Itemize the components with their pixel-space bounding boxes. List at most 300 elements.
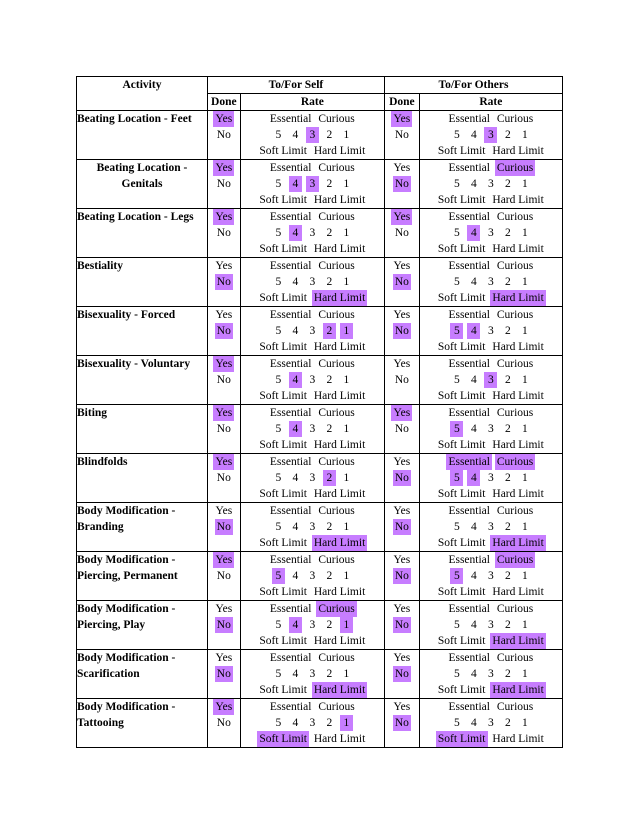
hard-limit-option: Hard Limit — [492, 684, 544, 696]
rating-3: 3 — [487, 717, 494, 729]
rating-5: 5 — [272, 568, 285, 584]
rating-1: 1 — [343, 276, 350, 288]
yes-option: Yes — [393, 603, 411, 615]
soft-limit-option: Soft Limit — [259, 390, 307, 402]
activity-name: Body Modification - Branding — [77, 503, 208, 552]
rating-2: 2 — [326, 570, 333, 582]
activity-name: Blindfolds — [77, 454, 208, 503]
rating-2: 2 — [326, 178, 333, 190]
hard-limit-option: Hard Limit — [492, 586, 544, 598]
rating-3: 3 — [309, 423, 316, 435]
rating-4: 4 — [470, 668, 477, 680]
self-done-cell — [207, 307, 240, 356]
table-row — [77, 601, 563, 650]
activity-name: Beating Location - Legs — [77, 209, 208, 258]
no-option: No — [216, 423, 231, 435]
rating-2: 2 — [323, 323, 336, 339]
soft-limit-option: Soft Limit — [437, 635, 486, 647]
rating-3: 3 — [487, 178, 494, 190]
essential-option: Essential — [448, 162, 490, 174]
rating-5: 5 — [453, 129, 460, 141]
curious-option: Curious — [318, 162, 355, 174]
self-rate-cell — [240, 307, 384, 356]
rating-4: 4 — [289, 176, 302, 192]
no-option: No — [394, 717, 409, 729]
soft-limit-option: Soft Limit — [259, 635, 307, 647]
rating-3: 3 — [487, 276, 494, 288]
essential-option: Essential — [269, 505, 312, 517]
others-done-cell — [384, 405, 419, 454]
rating-5: 5 — [450, 323, 463, 339]
rating-3: 3 — [309, 325, 316, 337]
self-done-cell — [207, 405, 240, 454]
rating-2: 2 — [323, 470, 336, 486]
hard-limit-option: Hard Limit — [313, 292, 366, 304]
others-done-cell — [384, 699, 419, 748]
soft-limit-option: Soft Limit — [437, 586, 486, 598]
essential-option: Essential — [448, 603, 490, 615]
rating-2: 2 — [504, 325, 511, 337]
table-row — [77, 503, 563, 552]
soft-limit-option: Soft Limit — [259, 292, 307, 304]
no-option: No — [216, 227, 231, 239]
self-rate-cell — [240, 209, 384, 258]
no-option: No — [216, 374, 231, 386]
yes-option: Yes — [215, 652, 233, 664]
activity-table — [76, 76, 563, 748]
rating-5: 5 — [453, 717, 460, 729]
rating-1: 1 — [343, 521, 350, 533]
curious-option: Curious — [496, 113, 534, 125]
hard-limit-option: Hard Limit — [313, 635, 366, 647]
table-row — [77, 160, 563, 209]
others-done-cell — [384, 307, 419, 356]
table-row — [77, 209, 563, 258]
essential-option: Essential — [269, 652, 312, 664]
essential-option: Essential — [448, 652, 490, 664]
hard-limit-option: Hard Limit — [313, 390, 366, 402]
rating-1: 1 — [343, 129, 350, 141]
no-option: No — [216, 472, 231, 484]
rating-3: 3 — [487, 472, 494, 484]
self-rate-cell — [240, 601, 384, 650]
rating-1: 1 — [343, 227, 350, 239]
self-rate-cell — [240, 552, 384, 601]
curious-option: Curious — [318, 456, 355, 468]
essential-option: Essential — [269, 456, 312, 468]
rating-1: 1 — [343, 570, 350, 582]
others-done-header: Done — [384, 94, 419, 111]
rating-2: 2 — [326, 423, 333, 435]
soft-limit-option: Soft Limit — [437, 733, 486, 745]
rating-1: 1 — [521, 570, 528, 582]
rating-4: 4 — [292, 472, 299, 484]
rating-4: 4 — [292, 717, 299, 729]
soft-limit-option: Soft Limit — [259, 341, 307, 353]
curious-option: Curious — [496, 358, 534, 370]
others-rate-cell — [419, 111, 562, 160]
essential-option: Essential — [269, 113, 312, 125]
hard-limit-option: Hard Limit — [492, 635, 544, 647]
rating-1: 1 — [521, 227, 528, 239]
rating-5: 5 — [275, 374, 282, 386]
rating-4: 4 — [292, 276, 299, 288]
curious-option: Curious — [318, 407, 355, 419]
soft-limit-option: Soft Limit — [437, 243, 486, 255]
soft-limit-option: Soft Limit — [259, 145, 307, 157]
activity-name: Body Modification - Piercing, Play — [77, 601, 208, 650]
yes-option: Yes — [393, 456, 411, 468]
yes-option: Yes — [393, 652, 411, 664]
hard-limit-option: Hard Limit — [313, 586, 366, 598]
rating-5: 5 — [275, 325, 282, 337]
essential-option: Essential — [448, 113, 490, 125]
self-header: To/For Self — [207, 77, 384, 94]
rating-2: 2 — [504, 472, 511, 484]
rating-1: 1 — [521, 325, 528, 337]
hard-limit-option: Hard Limit — [492, 439, 544, 451]
hard-limit-option: Hard Limit — [492, 145, 544, 157]
essential-option: Essential — [269, 162, 312, 174]
others-done-cell — [384, 650, 419, 699]
rating-3: 3 — [309, 668, 316, 680]
rating-3: 3 — [309, 717, 316, 729]
rating-1: 1 — [521, 276, 528, 288]
soft-limit-option: Soft Limit — [259, 733, 307, 745]
hard-limit-option: Hard Limit — [492, 488, 544, 500]
rating-5: 5 — [453, 668, 460, 680]
curious-option: Curious — [318, 701, 355, 713]
rating-3: 3 — [484, 127, 497, 143]
yes-option: Yes — [393, 309, 411, 321]
soft-limit-option: Soft Limit — [437, 390, 486, 402]
rating-3: 3 — [309, 570, 316, 582]
activity-name: Body Modification - Scarification — [77, 650, 208, 699]
essential-option: Essential — [269, 309, 312, 321]
table-row — [77, 356, 563, 405]
table-row — [77, 454, 563, 503]
hard-limit-option: Hard Limit — [313, 733, 366, 745]
others-rate-cell — [419, 601, 562, 650]
self-rate-cell — [240, 454, 384, 503]
others-rate-cell — [419, 307, 562, 356]
rating-2: 2 — [326, 619, 333, 631]
yes-option: Yes — [393, 505, 411, 517]
essential-option: Essential — [269, 554, 312, 566]
essential-option: Essential — [448, 505, 490, 517]
rating-1: 1 — [343, 472, 350, 484]
essential-option: Essential — [269, 358, 312, 370]
rating-3: 3 — [487, 521, 494, 533]
rating-4: 4 — [292, 521, 299, 533]
table-row — [77, 650, 563, 699]
rating-5: 5 — [275, 717, 282, 729]
essential-option: Essential — [269, 603, 312, 615]
self-done-cell — [207, 160, 240, 209]
table-row — [77, 405, 563, 454]
curious-option: Curious — [318, 652, 355, 664]
rating-3: 3 — [487, 570, 494, 582]
others-done-cell — [384, 503, 419, 552]
rating-1: 1 — [521, 717, 528, 729]
self-done-header: Done — [207, 94, 240, 111]
rating-2: 2 — [326, 521, 333, 533]
hard-limit-option: Hard Limit — [492, 390, 544, 402]
yes-option: Yes — [215, 701, 233, 713]
rating-2: 2 — [326, 374, 333, 386]
others-done-cell — [384, 356, 419, 405]
rating-2: 2 — [504, 570, 511, 582]
others-rate-cell — [419, 405, 562, 454]
rating-5: 5 — [275, 276, 282, 288]
rating-2: 2 — [326, 717, 333, 729]
essential-option: Essential — [269, 211, 312, 223]
rating-4: 4 — [289, 617, 302, 633]
no-option: No — [394, 619, 409, 631]
hard-limit-option: Hard Limit — [313, 537, 366, 549]
hard-limit-option: Hard Limit — [492, 537, 544, 549]
curious-option: Curious — [318, 505, 355, 517]
no-option: No — [216, 717, 231, 729]
rating-1: 1 — [343, 178, 350, 190]
yes-option: Yes — [393, 554, 411, 566]
rating-3: 3 — [309, 227, 316, 239]
curious-option: Curious — [496, 309, 534, 321]
essential-option: Essential — [269, 701, 312, 713]
rating-4: 4 — [470, 129, 477, 141]
rating-4: 4 — [467, 470, 480, 486]
rating-5: 5 — [453, 178, 460, 190]
no-option: No — [394, 129, 409, 141]
hard-limit-option: Hard Limit — [492, 733, 544, 745]
self-done-cell — [207, 601, 240, 650]
curious-option: Curious — [496, 162, 534, 174]
rating-2: 2 — [326, 668, 333, 680]
yes-option: Yes — [215, 554, 233, 566]
rating-2: 2 — [504, 276, 511, 288]
others-rate-cell — [419, 503, 562, 552]
others-rate-cell — [419, 356, 562, 405]
rating-1: 1 — [521, 521, 528, 533]
soft-limit-option: Soft Limit — [259, 684, 307, 696]
yes-option: Yes — [215, 358, 233, 370]
rating-4: 4 — [470, 374, 477, 386]
soft-limit-option: Soft Limit — [259, 439, 307, 451]
rating-2: 2 — [326, 227, 333, 239]
rating-1: 1 — [343, 374, 350, 386]
no-option: No — [216, 178, 231, 190]
rating-5: 5 — [453, 227, 460, 239]
no-option: No — [394, 178, 409, 190]
self-rate-cell — [240, 160, 384, 209]
rating-5: 5 — [453, 521, 460, 533]
rating-1: 1 — [521, 619, 528, 631]
activity-name: Bisexuality - Voluntary — [77, 356, 208, 405]
essential-option: Essential — [448, 701, 490, 713]
self-done-cell — [207, 454, 240, 503]
essential-option: Essential — [448, 456, 490, 468]
others-rate-cell — [419, 699, 562, 748]
others-done-cell — [384, 552, 419, 601]
rating-3: 3 — [309, 521, 316, 533]
soft-limit-option: Soft Limit — [437, 488, 486, 500]
curious-option: Curious — [318, 358, 355, 370]
rating-3: 3 — [487, 668, 494, 680]
rating-2: 2 — [504, 619, 511, 631]
rating-2: 2 — [326, 276, 333, 288]
self-rate-header: Rate — [240, 94, 384, 111]
activity-header: Activity — [77, 77, 208, 111]
curious-option: Curious — [318, 211, 355, 223]
soft-limit-option: Soft Limit — [437, 684, 486, 696]
rating-5: 5 — [450, 568, 463, 584]
rating-3: 3 — [484, 372, 497, 388]
rating-2: 2 — [504, 129, 511, 141]
others-done-cell — [384, 111, 419, 160]
rating-3: 3 — [309, 472, 316, 484]
activity-name: Body Modification - Tattooing — [77, 699, 208, 748]
activity-name: Body Modification - Piercing, Permanent — [77, 552, 208, 601]
curious-option: Curious — [318, 113, 355, 125]
rating-2: 2 — [504, 668, 511, 680]
self-done-cell — [207, 209, 240, 258]
rating-2: 2 — [504, 521, 511, 533]
yes-option: Yes — [215, 309, 233, 321]
yes-option: Yes — [215, 407, 233, 419]
essential-option: Essential — [448, 358, 490, 370]
self-done-cell — [207, 503, 240, 552]
self-done-cell — [207, 650, 240, 699]
rating-1: 1 — [521, 472, 528, 484]
self-done-cell — [207, 258, 240, 307]
self-rate-cell — [240, 503, 384, 552]
rating-5: 5 — [275, 178, 282, 190]
curious-option: Curious — [496, 407, 534, 419]
curious-option: Curious — [318, 603, 355, 615]
rating-5: 5 — [275, 521, 282, 533]
rating-4: 4 — [470, 276, 477, 288]
curious-option: Curious — [318, 260, 355, 272]
table-row — [77, 552, 563, 601]
others-done-cell — [384, 209, 419, 258]
soft-limit-option: Soft Limit — [437, 292, 486, 304]
soft-limit-option: Soft Limit — [437, 439, 486, 451]
curious-option: Curious — [496, 260, 534, 272]
yes-option: Yes — [215, 211, 233, 223]
self-rate-cell — [240, 650, 384, 699]
soft-limit-option: Soft Limit — [437, 194, 486, 206]
activity-name: Bisexuality - Forced — [77, 307, 208, 356]
curious-option: Curious — [496, 211, 534, 223]
hard-limit-option: Hard Limit — [313, 488, 366, 500]
no-option: No — [216, 668, 231, 680]
yes-option: Yes — [393, 162, 411, 174]
curious-option: Curious — [496, 701, 534, 713]
table-row — [77, 307, 563, 356]
table-row — [77, 258, 563, 307]
rating-1: 1 — [340, 323, 353, 339]
self-rate-cell — [240, 258, 384, 307]
essential-option: Essential — [269, 407, 312, 419]
hard-limit-option: Hard Limit — [492, 194, 544, 206]
rating-5: 5 — [450, 421, 463, 437]
yes-option: Yes — [393, 701, 411, 713]
others-rate-cell — [419, 160, 562, 209]
rating-1: 1 — [343, 668, 350, 680]
others-rate-cell — [419, 258, 562, 307]
rating-5: 5 — [453, 374, 460, 386]
rating-3: 3 — [309, 619, 316, 631]
hard-limit-option: Hard Limit — [313, 243, 366, 255]
rating-4: 4 — [470, 423, 477, 435]
self-done-cell — [207, 552, 240, 601]
rating-3: 3 — [487, 325, 494, 337]
self-done-cell — [207, 356, 240, 405]
hard-limit-option: Hard Limit — [313, 684, 366, 696]
soft-limit-option: Soft Limit — [259, 243, 307, 255]
curious-option: Curious — [496, 554, 534, 566]
rating-4: 4 — [470, 521, 477, 533]
activity-name: Biting — [77, 405, 208, 454]
rating-1: 1 — [343, 423, 350, 435]
soft-limit-option: Soft Limit — [437, 537, 486, 549]
rating-4: 4 — [289, 225, 302, 241]
others-rate-cell — [419, 209, 562, 258]
no-option: No — [216, 276, 231, 288]
rating-4: 4 — [289, 372, 302, 388]
no-option: No — [216, 521, 231, 533]
rating-2: 2 — [504, 717, 511, 729]
curious-option: Curious — [496, 505, 534, 517]
others-rate-header: Rate — [419, 94, 562, 111]
rating-3: 3 — [306, 176, 319, 192]
rating-5: 5 — [450, 470, 463, 486]
soft-limit-option: Soft Limit — [437, 145, 486, 157]
essential-option: Essential — [448, 309, 490, 321]
rating-4: 4 — [292, 129, 299, 141]
yes-option: Yes — [215, 113, 233, 125]
rating-5: 5 — [275, 423, 282, 435]
curious-option: Curious — [496, 603, 534, 615]
yes-option: Yes — [215, 456, 233, 468]
rating-1: 1 — [521, 668, 528, 680]
others-rate-cell — [419, 650, 562, 699]
rating-3: 3 — [309, 374, 316, 386]
rating-2: 2 — [504, 374, 511, 386]
rating-4: 4 — [470, 717, 477, 729]
essential-option: Essential — [448, 407, 490, 419]
yes-option: Yes — [215, 162, 233, 174]
rating-5: 5 — [275, 227, 282, 239]
rating-3: 3 — [306, 127, 319, 143]
rating-2: 2 — [326, 129, 333, 141]
rating-4: 4 — [292, 668, 299, 680]
rating-5: 5 — [275, 129, 282, 141]
no-option: No — [394, 325, 409, 337]
others-done-cell — [384, 258, 419, 307]
hard-limit-option: Hard Limit — [492, 243, 544, 255]
no-option: No — [394, 570, 409, 582]
rating-2: 2 — [504, 178, 511, 190]
rating-4: 4 — [289, 421, 302, 437]
soft-limit-option: Soft Limit — [259, 537, 307, 549]
activity-name: Beating Location - Genitals — [77, 160, 208, 209]
self-rate-cell — [240, 111, 384, 160]
hard-limit-option: Hard Limit — [313, 439, 366, 451]
rating-1: 1 — [521, 178, 528, 190]
rating-4: 4 — [470, 178, 477, 190]
self-rate-cell — [240, 699, 384, 748]
